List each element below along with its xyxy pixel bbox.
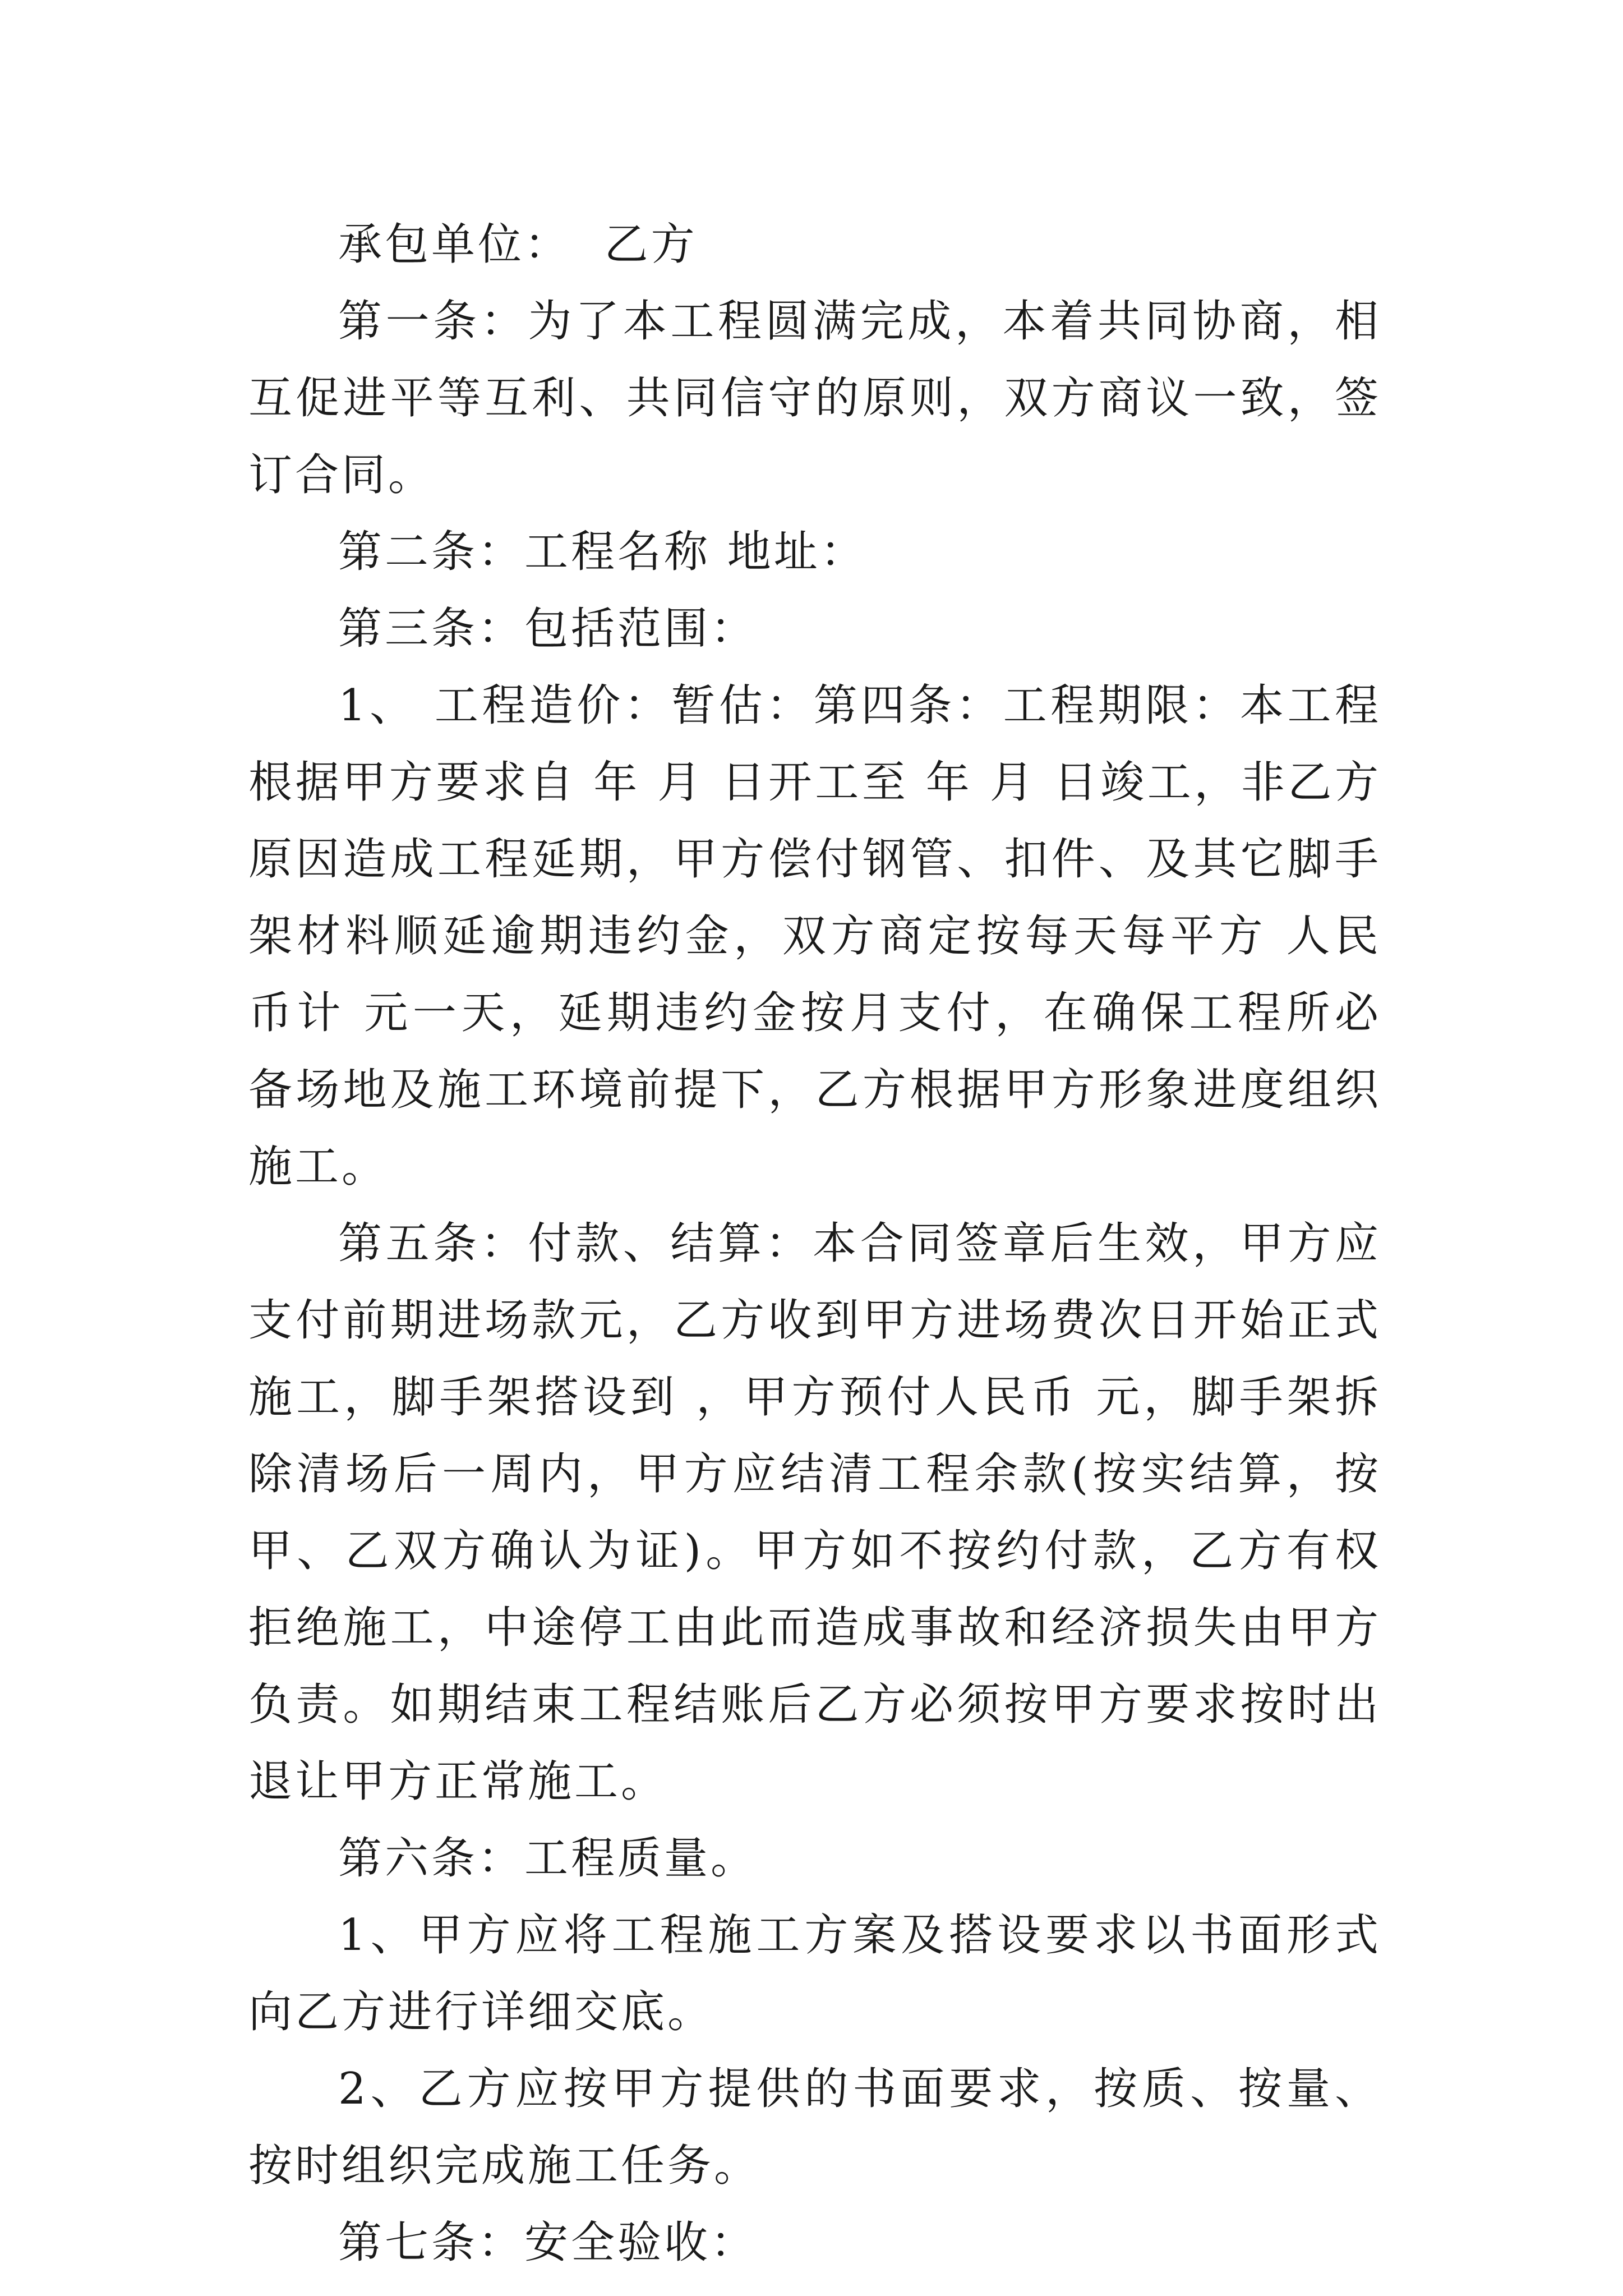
paragraph-cost-and-term: 1、 工程造价：暂估：第四条：工程期限：本工程根据甲方要求自 年 月 日开工至 年 月 日竣工，非乙方原因造成工程延期，甲方偿付钢管、扣件、及其它脚手架材料顺延逾期违约金，双方商定按每天每平方 人民币计 元一天，延期违约金按月支付，在确保工程所必备场地及施工环境前提下，乙方根据甲方形象进度组织施工。 [248,680,1381,1192]
contract-body [248,206,1381,2281]
paragraph-contractor: 承包单位： 乙方 [338,219,698,270]
paragraph-article-2: 第二条：工程名称 地址： [338,527,867,577]
paragraph-article-7: 第七条：安全验收： [338,2217,758,2268]
paragraph-article-6: 第六条：工程质量。 [338,1833,758,1884]
paragraph-article-1: 第一条：为了本工程圆满完成，本着共同协商，相互促进平等互利、共同信守的原则，双方商议一致，签订合同。 [248,296,1381,500]
paragraph-quality-item-1: 1、甲方应将工程施工方案及搭设要求以书面形式向乙方进行详细交底。 [248,1910,1381,2037]
paragraph-quality-item-2: 2、乙方应按甲方提供的书面要求，按质、按量、按时组织完成施工任务。 [248,2064,1381,2191]
paragraph-article-5: 第五条：付款、结算：本合同签章后生效，甲方应支付前期进场款元，乙方收到甲方进场费次日开始正式施工，脚手架搭设到 ，甲方预付人民币 元，脚手架拆除清场后一周内，甲方应结清工程余款(按实结算，按甲、乙双方确认为证)。甲方如不按约付款，乙方有权拒绝施工，中途停工由此而造成事故和经济损失由甲方负责。如期结束工程结账后乙方必须按甲方要求按时出退让甲方正常施工。 [248,1218,1381,1807]
paragraph-article-3: 第三条：包括范围： [338,604,758,654]
